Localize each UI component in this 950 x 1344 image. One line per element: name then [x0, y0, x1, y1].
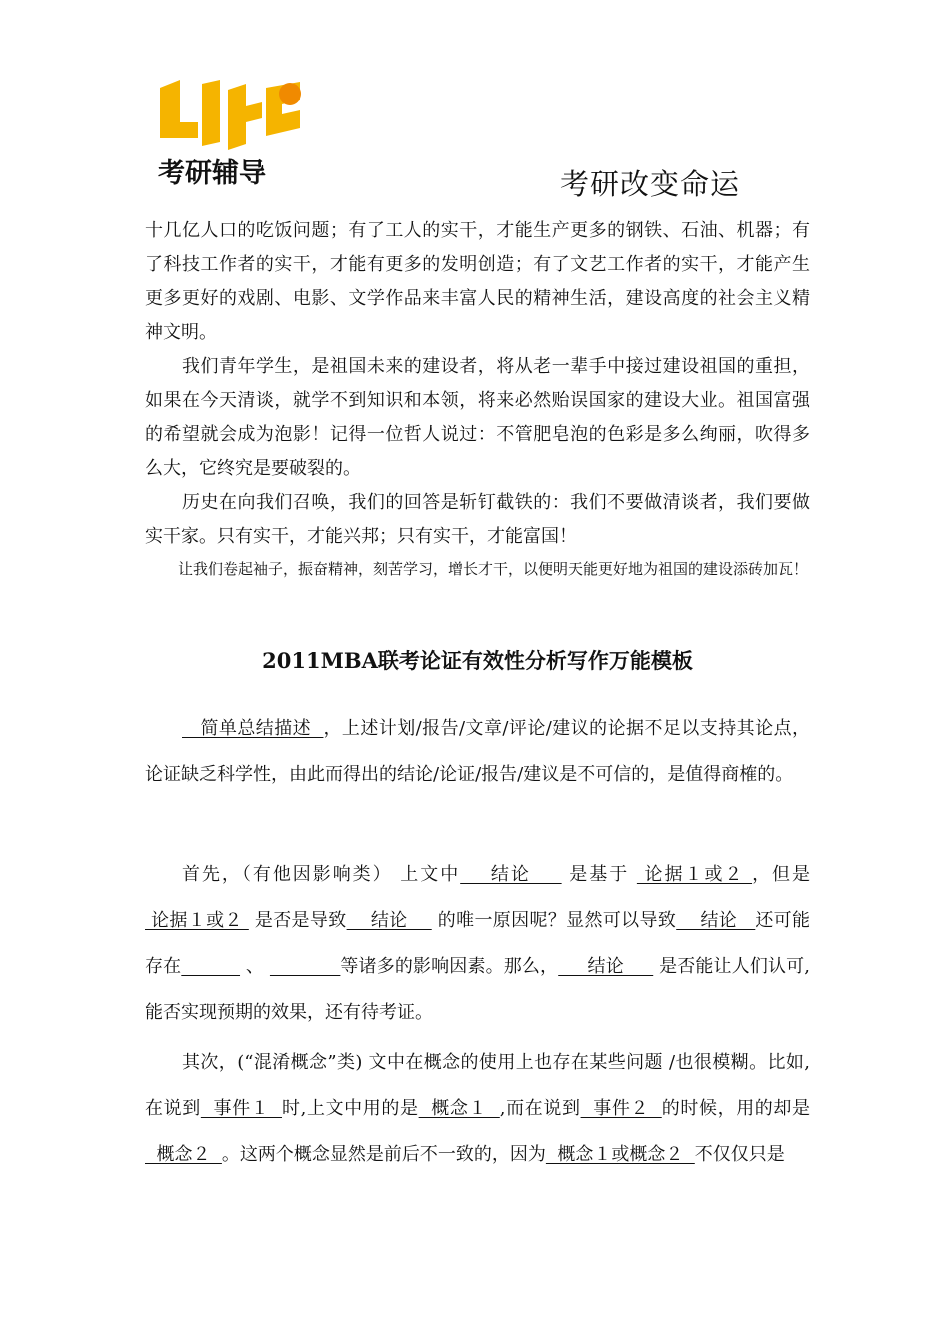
- essay-closing-paragraph: 让我们卷起袖子，振奋精神，刻苦学习，增长才干，以便明天能更好地为祖国的建设添砖加瓦！: [178, 560, 809, 578]
- logo-subtitle: 考研辅导: [158, 158, 266, 189]
- template-text: 是否是导致: [248, 910, 347, 931]
- template-text: ，上述计划/报告/文章/评论/建议的论据不足以支持其论点，论证缺乏科学性，由此而得出的结论/论证/报告/建议是不可信的，是值得商榷的。: [145, 718, 811, 785]
- template-text: 、: [240, 956, 270, 977]
- template-paragraph-summary: [145, 706, 810, 798]
- template-text: ,而在说到: [499, 1098, 581, 1119]
- template-body: [145, 706, 810, 798]
- blank-concept: 概念１: [418, 1098, 500, 1119]
- template-paragraph-other-causes: [145, 852, 810, 1036]
- blank-evidence: 论据１或２: [636, 864, 753, 885]
- blank-conclusion: 结论: [676, 910, 756, 931]
- blank-conclusion: 结论: [460, 864, 562, 885]
- blank-concept: 概念２: [145, 1144, 222, 1165]
- essay-paragraph: 历史在向我们召唤，我们的回答是斩钉截铁的：我们不要做清谈者，我们要做实干家。只有实干，才能兴邦；只有实干，才能富国！: [145, 492, 810, 547]
- header-slogan: 考研改变命运: [560, 167, 741, 201]
- template-paragraph-confused-concepts: [145, 1040, 810, 1178]
- blank-event: 事件２: [580, 1098, 662, 1119]
- essay-continuation: [145, 214, 810, 584]
- essay-paragraph: 十几亿人口的吃饭问题；有了工人的实干，才能生产更多的钢铁、石油、机器；有了科技工作者的实干，才能有更多的发明创造；有了文艺工作者的实干，才能产生更多更好的戏剧、电影、文学作品来丰富人民的精神生活，建设高度的社会主义精神文明。: [145, 220, 810, 343]
- blank-factor: [181, 956, 240, 977]
- template-text: 其次，(“混淆概念”类) 文中在概念的使用上也存在某些问题 /也很模糊。比如,在说到: [145, 1052, 810, 1119]
- blank-conclusion: 结论: [346, 910, 432, 931]
- template-text: ，但是: [752, 864, 811, 885]
- template-text: 不仅仅只是: [694, 1144, 785, 1165]
- template-text: 的时候，用的却是: [661, 1098, 811, 1119]
- template-text: 是基于: [561, 864, 637, 885]
- template-text: 等诸多的影响因素。那么，: [340, 956, 559, 977]
- template-body: [145, 852, 810, 1036]
- template-title: 2011MBA联考论证有效性分析写作万能模板: [262, 648, 693, 673]
- template-text: 首先，（有他因影响类） 上文中: [182, 864, 461, 885]
- essay-paragraph: 我们青年学生，是祖国未来的建设者，将从老一辈手中接过建设祖国的重担，如果在今天清谈，就学不到知识和本领，将来必然贻误国家的建设大业。祖国富强的希望就会成为泡影！记得一位哲人说过：不管肥皂泡的色彩是多么绚丽，吹得多么大，它终究是要破裂的。: [145, 356, 810, 479]
- blank-summary: 简单总结描述: [182, 718, 324, 739]
- blank-factor: [270, 956, 340, 977]
- logo-graphic: [150, 70, 310, 200]
- template-text: 。这两个概念显然是前后不一致的，因为: [221, 1144, 546, 1165]
- template-text: 还可能存在: [145, 910, 810, 977]
- template-text: 的唯一原因呢？显然可以导致: [431, 910, 677, 931]
- template-text: 是否能让人们认可,能否实现预期的效果，还有待考证。: [145, 956, 811, 1023]
- template-body: [145, 1040, 810, 1178]
- blank-event: 事件１: [200, 1098, 283, 1119]
- blank-concept: 概念１或概念２: [545, 1144, 695, 1165]
- blank-conclusion: 结论: [558, 956, 654, 977]
- blank-evidence: 论据１或２: [145, 910, 249, 931]
- template-text: 时,上文中用的是: [282, 1098, 419, 1119]
- kaicheng-logo: [150, 70, 310, 200]
